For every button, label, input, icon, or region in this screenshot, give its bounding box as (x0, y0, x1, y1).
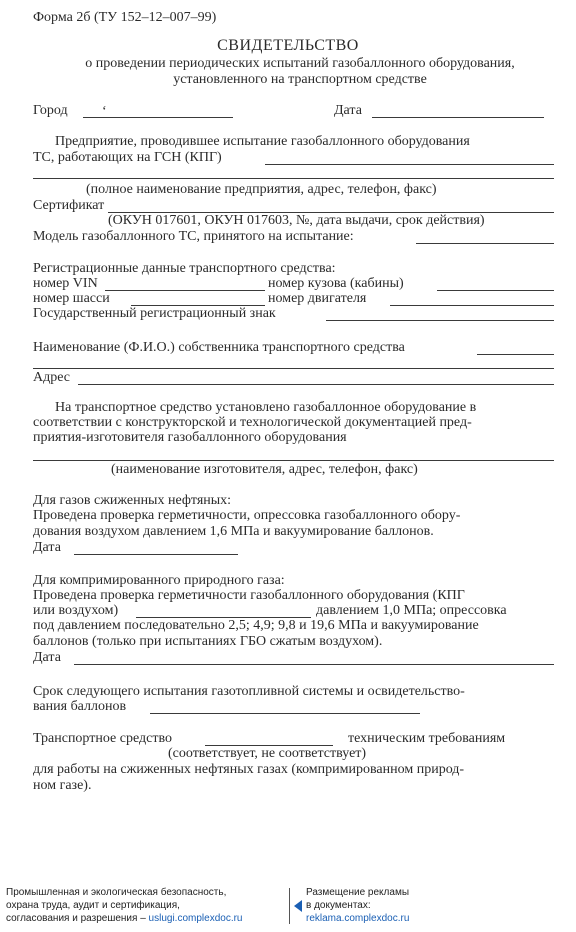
body-number-field[interactable] (437, 290, 554, 291)
owner-label: Наименование (Ф.И.О.) собственника транспортного средства (33, 340, 405, 355)
footer-ads-link[interactable]: reklama.complexdoc.ru (306, 913, 410, 924)
installed-line-1: На транспортное средство установлено газобаллонное оборудование в (55, 400, 477, 415)
vehicle-requirements-label: техническим требованиям (348, 731, 506, 746)
cng-date-field[interactable] (74, 664, 554, 665)
footer-divider (289, 888, 290, 924)
lpg-line-2: дования воздухом давлением 1,6 МПа и вакуумирование баллонов. (33, 524, 434, 539)
final-line-1: для работы на сжиженных нефтяных газах (компримированном природ- (33, 762, 465, 777)
vehicle-compliance-hint: (соответствует, не соответствует) (168, 746, 367, 761)
registration-heading: Регистрационные данные транспортного средства: (33, 261, 336, 276)
address-label: Адрес (33, 370, 71, 385)
model-field[interactable] (416, 243, 554, 244)
owner-field[interactable] (477, 354, 554, 355)
maker-field[interactable] (33, 460, 554, 461)
cng-line-1: Проведена проверка герметичности газобаллонного оборудования (КПГ (33, 588, 465, 603)
cng-date-label: Дата (33, 650, 61, 665)
vehicle-label: Транспортное средство (33, 731, 172, 746)
city-label: Город (33, 103, 68, 118)
certificate-label: Сертификат (33, 198, 105, 213)
footer-services-line-1: Промышленная и экологическая безопасность, (6, 887, 227, 898)
enterprise-field[interactable] (265, 164, 554, 165)
enterprise-hint: (полное наименование предприятия, адрес, телефон, факс) (86, 182, 437, 197)
footer-services-line-2: охрана труда, аудит и сертификация, (6, 900, 180, 911)
model-label: Модель газобаллонного ТС, принятого на испытание: (33, 229, 354, 244)
engine-field[interactable] (390, 305, 554, 306)
city-field-mark: ʻ (102, 104, 107, 119)
next-test-field[interactable] (150, 713, 420, 714)
address-field[interactable] (78, 384, 554, 385)
footer-banner (0, 882, 576, 932)
footer-services-line-3: согласования и разрешения – uslugi.complexdoc.ru (6, 913, 243, 924)
lpg-date-label: Дата (33, 540, 61, 555)
footer-services (6, 886, 242, 925)
owner-field-2[interactable] (33, 368, 554, 369)
lpg-line-1: Проведена проверка герметичности, опрессовка газобаллонного обору- (33, 508, 461, 523)
plate-field[interactable] (326, 320, 554, 321)
installed-line-3: приятия-изготовителя газобаллонного оборудования (33, 430, 347, 445)
cng-line-2a: или воздухом) (33, 603, 119, 618)
date-field[interactable] (372, 117, 544, 118)
form-reference: Форма 2б (ТУ 152–12–007–99) (33, 10, 217, 25)
installed-line-2: соответствии с конструкторской и технологической документацией пред- (33, 415, 472, 430)
chassis-label: номер шасси (33, 291, 110, 306)
arrow-left-icon (294, 900, 302, 912)
vin-field[interactable] (105, 290, 265, 291)
footer-ads-line-1: Размещение рекламы (306, 887, 410, 898)
footer-ads-line-2: в документах: (306, 900, 371, 911)
enterprise-line-1: Предприятие, проводившее испытание газобаллонного оборудования (55, 134, 470, 149)
cng-line-4: баллонов (только при испытаниях ГБО сжатым воздухом). (33, 634, 383, 649)
vin-label: номер VIN (33, 276, 98, 291)
lpg-date-field[interactable] (74, 554, 238, 555)
cng-line-2b: давлением 1,0 МПа; опрессовка (316, 603, 507, 618)
lpg-heading: Для газов сжиженных нефтяных: (33, 493, 232, 508)
enterprise-field-2[interactable] (33, 178, 554, 179)
document-subtitle-line-2: установленного на транспортном средстве (173, 72, 427, 87)
maker-hint: (наименование изготовителя, адрес, телефон, факс) (111, 462, 418, 477)
document-subtitle-line-1: о проведении периодических испытаний газобаллонного оборудования, (85, 56, 515, 71)
cng-heading: Для компримированного природного газа: (33, 573, 285, 588)
footer-services-link[interactable]: uslugi.complexdoc.ru (148, 913, 243, 924)
cng-line-3: под давлением последовательно 2,5; 4,9; 9,8 и 19,6 МПа и вакуумирование (33, 618, 479, 633)
enterprise-line-2: ТС, работающих на ГСН (КПГ) (33, 150, 222, 165)
next-test-line-1: Срок следующего испытания газотопливной системы и освидетельство- (33, 684, 465, 699)
next-test-line-2: вания баллонов (33, 699, 127, 714)
final-line-2: ном газе). (33, 778, 92, 793)
plate-label: Государственный регистрационный знак (33, 306, 276, 321)
engine-label: номер двигателя (268, 291, 367, 306)
body-number-label: номер кузова (кабины) (268, 276, 404, 291)
certificate-hint: (ОКУН 017601, ОКУН 017603, №, дата выдачи, срок действия) (108, 213, 485, 228)
footer-ads (306, 886, 409, 925)
document-title: СВИДЕТЕЛЬСТВО (217, 37, 359, 54)
date-label: Дата (334, 103, 362, 118)
